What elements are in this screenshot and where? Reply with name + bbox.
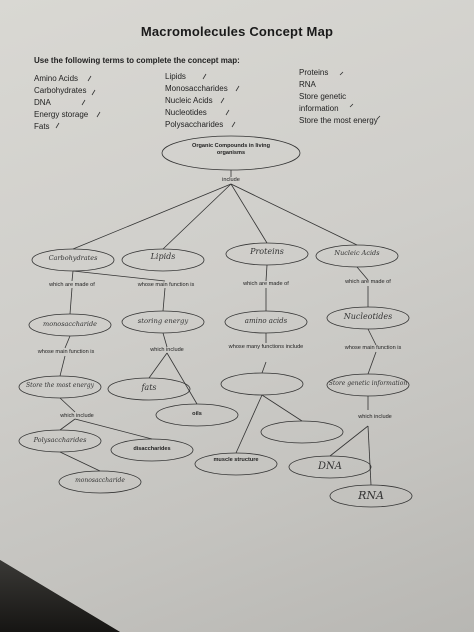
- instructions: Use the following terms to complete the concept map:: [34, 56, 240, 65]
- answer-monosaccharide-2: monosaccharide: [75, 477, 125, 484]
- link-many-functions: whose many functions include: [228, 344, 304, 350]
- link-made-of-carbs: which are made of: [49, 282, 95, 288]
- term-polysaccharides: Polysaccharides: [165, 120, 224, 129]
- answer-dna: DNA: [318, 461, 342, 472]
- answer-carbohydrates: Carbohydrates: [48, 254, 98, 262]
- link-function-mono: whose main function is: [37, 349, 95, 355]
- answer-nucleic-acids: Nucleic Acids: [334, 249, 380, 257]
- term-fats: Fats: [34, 122, 50, 131]
- link-include-nucleic: which include: [358, 414, 392, 420]
- term-lipids: Lipids: [165, 72, 186, 81]
- link-function-lipids: whose main function is: [137, 282, 195, 288]
- term-nucleic-acids: Nucleic Acids: [165, 96, 213, 105]
- answer-polysaccharides: Polysaccharides: [33, 436, 87, 444]
- page-title: Macromolecules Concept Map: [140, 24, 334, 39]
- link-made-of-nucleic: which are made of: [345, 279, 391, 285]
- answer-lipids: Lipids: [150, 252, 176, 261]
- answer-store-genetic-info: Store genetic information: [328, 380, 408, 387]
- answer-store-most-energy: Store the most energy: [26, 382, 94, 389]
- link-include-carbs: which include: [60, 413, 94, 419]
- root-concept: Organic Compounds in living organisms: [191, 143, 270, 156]
- answer-amino-acids: amino acids: [244, 317, 288, 325]
- term-amino-acids: Amino Acids: [34, 74, 79, 83]
- term-monosaccharides: Monosaccharides: [165, 84, 228, 93]
- link-function-nucleotides: whose main function is: [344, 345, 402, 351]
- answer-nucleotides: Nucleotides: [343, 312, 393, 321]
- node-disaccharides: disaccharides: [133, 446, 171, 452]
- term-energy-storage: Energy storage: [34, 110, 89, 119]
- term-dna: DNA: [34, 98, 51, 107]
- node-oils: oils: [192, 411, 202, 417]
- term-proteins: Proteins: [299, 68, 329, 77]
- link-made-of-proteins: which are made of: [243, 281, 289, 287]
- term-nucleotides: Nucleotides: [165, 108, 207, 117]
- answer-rna: RNA: [358, 489, 384, 502]
- link-include: include: [222, 177, 240, 183]
- term-information: information: [299, 104, 339, 113]
- term-store-most-energy: Store the most energy: [299, 116, 378, 125]
- link-include-lipids: which include: [150, 347, 184, 353]
- term-carbohydrates: Carbohydrates: [34, 86, 87, 95]
- answer-storing-energy: storing energy: [137, 317, 189, 325]
- answer-monosaccharide-1: monosaccharide: [43, 320, 97, 328]
- term-rna: RNA: [299, 80, 316, 89]
- answer-fats: fats: [141, 383, 157, 392]
- answer-proteins: Proteins: [250, 247, 284, 256]
- node-muscle-structure: muscle structure: [213, 457, 259, 463]
- term-store-genetic: Store genetic: [299, 92, 347, 101]
